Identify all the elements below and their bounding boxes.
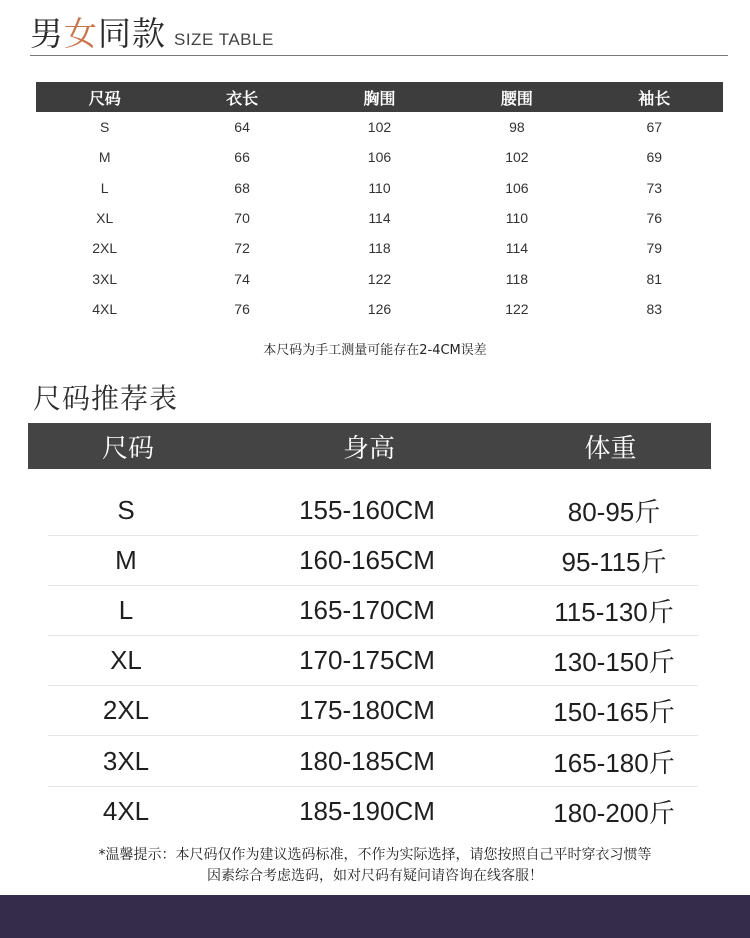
title-women: 女 [64, 14, 98, 53]
height-cell: 180-185CM [204, 736, 530, 786]
weight-cell: 115-130斤 [530, 586, 698, 636]
waist-cell: 110 [505, 210, 529, 227]
size-cell: XL [48, 636, 204, 686]
table-row [36, 233, 723, 263]
table-row [48, 736, 698, 786]
title-same-style: 同款 [98, 14, 166, 53]
weight-cell: 165-180斤 [530, 736, 698, 786]
table-row [48, 536, 698, 586]
sleeve-cell: 83 [646, 300, 663, 317]
height-cell: 160-165CM [204, 536, 530, 586]
tip-line-2: 因素综合考虑选码，如对尺码有疑问请咨询在线客服！ [207, 868, 543, 884]
table-row [36, 173, 723, 203]
weight-cell: 80-95斤 [530, 486, 698, 536]
size-cell: 2XL [48, 686, 204, 736]
size-cell: L [100, 179, 109, 196]
length-cell: 66 [234, 149, 250, 166]
chest-cell: 126 [367, 300, 392, 317]
recommend-table-header [28, 423, 711, 469]
sleeve-cell: 81 [646, 270, 663, 287]
tip-line-1: *温馨提示：本尺码仅作为建议选码标准，不作为实际选择，请您按照自己平时穿衣习惯等 [98, 847, 652, 863]
page-title [30, 8, 274, 52]
height-cell: 155-160CM [204, 486, 530, 536]
table-row [48, 586, 698, 636]
waist-cell: 114 [505, 240, 529, 257]
recommend-col-weight: 体重 [584, 433, 637, 464]
chest-cell: 106 [367, 149, 392, 166]
size-cell: M [48, 536, 204, 586]
size-tip [0, 845, 750, 887]
length-cell: 76 [234, 300, 250, 317]
sleeve-cell: 67 [646, 119, 663, 136]
length-cell: 68 [234, 179, 250, 196]
height-cell: 170-175CM [204, 636, 530, 686]
sleeve-cell: 79 [646, 240, 663, 257]
waist-cell: 98 [509, 119, 525, 136]
size-cell: S [100, 119, 110, 136]
size-cell: 3XL [92, 270, 118, 287]
chest-cell: 102 [367, 119, 392, 136]
size-col-size: 尺码 [36, 82, 173, 112]
waist-cell: 106 [505, 179, 529, 196]
recommend-col-height: 身高 [342, 433, 395, 464]
height-cell: 175-180CM [204, 686, 530, 736]
title-subtitle: SIZE TABLE [174, 30, 274, 49]
table-row [36, 263, 723, 293]
size-table [36, 82, 723, 324]
table-row [48, 636, 698, 686]
table-row [36, 294, 723, 324]
size-cell: M [98, 149, 111, 166]
size-cell: 3XL [48, 736, 204, 786]
title-divider [30, 55, 728, 56]
sleeve-cell: 76 [646, 210, 663, 227]
length-cell: 74 [234, 270, 250, 287]
size-col-length: 衣长 [173, 82, 310, 112]
measurement-note: 本尺码为手工测量可能存在2-4CM误差 [263, 343, 487, 358]
length-cell: 70 [234, 210, 250, 227]
table-row [36, 142, 723, 172]
recommend-col-size: 尺码 [101, 433, 154, 464]
size-cell: S [48, 486, 204, 536]
table-row [36, 203, 723, 233]
waist-cell: 122 [505, 300, 529, 317]
size-cell: 4XL [92, 300, 118, 317]
weight-cell: 150-165斤 [530, 686, 698, 736]
size-col-chest: 胸围 [311, 82, 448, 112]
recommend-table [48, 486, 698, 836]
height-cell: 185-190CM [299, 795, 435, 826]
size-col-sleeve: 袖长 [586, 82, 723, 112]
size-cell: XL [96, 210, 114, 227]
table-row [48, 686, 698, 736]
chest-cell: 110 [368, 179, 391, 196]
waist-cell: 102 [505, 149, 529, 166]
chest-cell: 118 [368, 240, 391, 257]
sleeve-cell: 73 [646, 179, 663, 196]
length-cell: 64 [234, 119, 250, 136]
table-row [48, 786, 698, 836]
table-row [48, 486, 698, 536]
size-table-header [36, 82, 723, 112]
title-men: 男 [30, 14, 64, 53]
weight-cell: 95-115斤 [530, 536, 698, 586]
bottom-bar [0, 895, 750, 938]
length-cell: 72 [234, 240, 250, 257]
size-cell: 4XL [102, 795, 150, 826]
sleeve-cell: 69 [646, 149, 663, 166]
size-cell: 2XL [92, 240, 118, 257]
height-cell: 165-170CM [204, 586, 530, 636]
chest-cell: 114 [368, 210, 391, 227]
chest-cell: 122 [367, 270, 392, 287]
waist-cell: 118 [505, 270, 529, 287]
weight-cell: 180-200斤 [553, 797, 675, 828]
recommend-title: 尺码推荐表 [33, 382, 179, 415]
table-row [36, 112, 723, 142]
weight-cell: 130-150斤 [530, 636, 698, 686]
size-col-waist: 腰围 [448, 82, 585, 112]
size-cell: L [48, 586, 204, 636]
